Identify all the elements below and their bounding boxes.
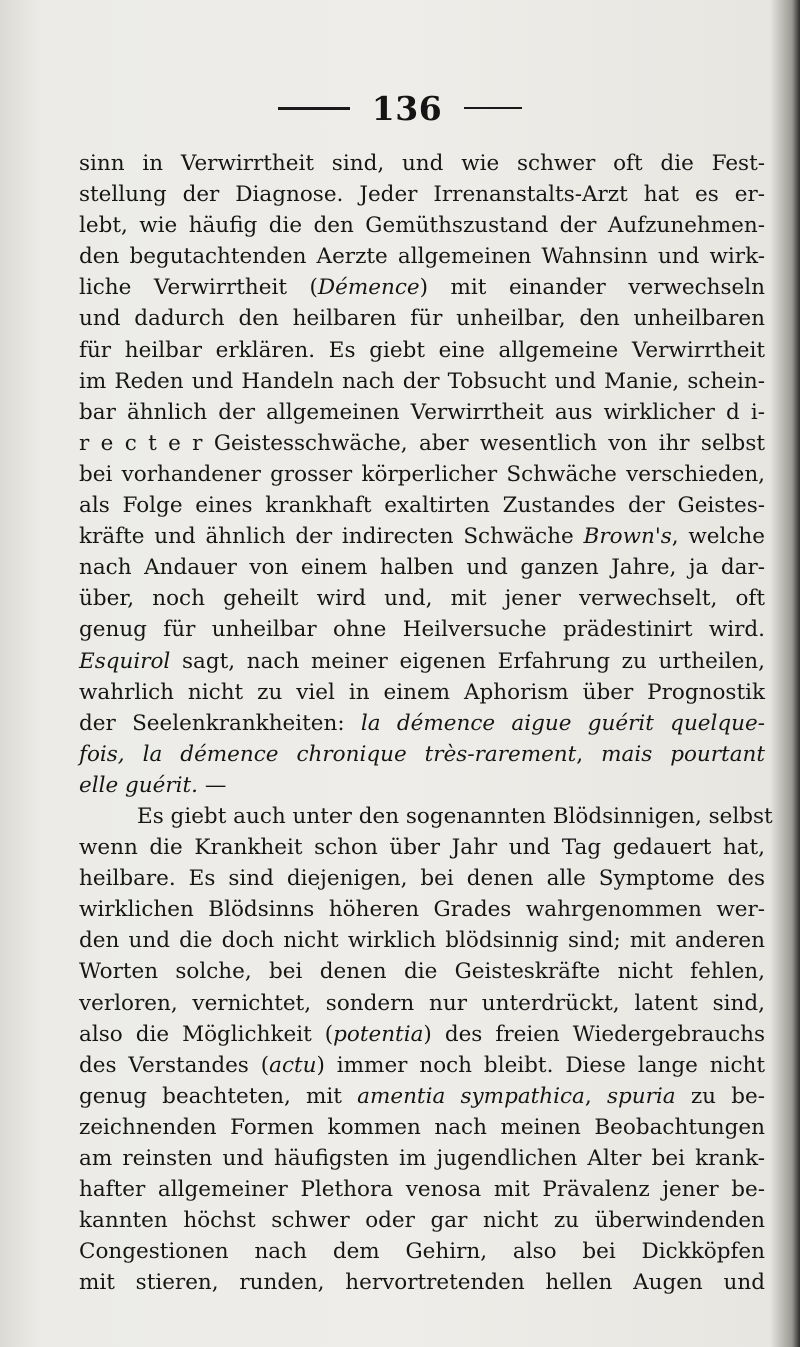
italic-text: elle guérit. [79, 772, 198, 798]
text-line [79, 677, 765, 708]
text-segment: , [576, 741, 602, 767]
italic-text: amentia sympathica [357, 1083, 585, 1109]
text-segment: bar ähnlich der allgemeinen Verwirrtheit aus wirklicher d i- [79, 399, 765, 425]
text-segment: und dadurch den heilbaren für unheilbar, den unheilbaren [79, 306, 765, 332]
page-header [0, 86, 800, 130]
text-line [79, 179, 765, 210]
text-segment: ) immer noch bleibt. Diese lange nicht [316, 1052, 765, 1078]
text-segment: Congestionen nach dem Gehirn, also bei Dickköpfen [79, 1239, 765, 1265]
text-segment: genug für unheilbar ohne Heilversuche prädestinirt wird. [79, 617, 765, 643]
text-segment: nach Andauer von einem halben und ganzen Jahre, ja dar- [79, 555, 765, 581]
text-line [79, 646, 765, 677]
italic-text: Esquirol [79, 648, 171, 674]
text-line [79, 1205, 765, 1236]
text-line [79, 801, 773, 832]
text-line [79, 490, 765, 521]
italic-text: Brown's [583, 524, 672, 550]
text-line [79, 863, 765, 894]
text-segment: genug beachteten, mit [79, 1083, 358, 1109]
text-segment: sinn in Verwirrtheit sind, und wie schwer oft die Fest- [79, 151, 765, 176]
text-segment: kräfte und ähnlich der indirecten Schwäche [79, 524, 584, 550]
text-segment: den und die doch nicht wirklich blödsinnig sind; mit anderen [79, 928, 765, 954]
text-segment: am reinsten und häufigsten im jugendlichen Alter bei krank- [79, 1146, 765, 1171]
text-segment: ) mit einander verwechseln [419, 275, 765, 301]
text-segment: verloren, vernichtet, sondern nur unterdrückt, latent sind, [79, 990, 765, 1016]
page-number: 136 [371, 88, 443, 128]
text-segment: wirklichen Blödsinns höheren Grades wahrgenommen wer- [79, 897, 765, 923]
text-segment: den begutachtenden Aerzte allgemeinen Wahnsinn und wirk- [79, 244, 765, 270]
text-line [79, 1050, 765, 1081]
text-line [79, 366, 765, 397]
text-segment: Es giebt auch unter den sogenannten Blödsinnigen, selbst [137, 803, 773, 829]
italic-text: fois, la démence chronique très-rarement [79, 741, 577, 767]
text-line [79, 1112, 765, 1143]
italic-text: Démence [317, 275, 420, 301]
text-line [79, 552, 765, 583]
text-line [79, 1143, 765, 1174]
text-line [79, 894, 765, 925]
text-segment: ) des freien Wiedergebrauchs [423, 1021, 765, 1047]
text-segment: sagt, nach meiner eigenen Erfahrung zu urtheilen, [170, 648, 765, 674]
text-line [79, 428, 765, 459]
text-line [79, 1267, 765, 1298]
text-line [79, 1019, 765, 1050]
header-rule-right [464, 107, 522, 109]
text-segment: mit stieren, runden, hervortretenden hellen Augen und [79, 1270, 765, 1296]
text-line [79, 335, 765, 366]
text-segment: hafter allgemeiner Plethora venosa mit Prävalenz jener be- [79, 1177, 765, 1203]
italic-text: actu [269, 1052, 317, 1078]
text-line [79, 739, 765, 770]
text-line [79, 397, 765, 428]
text-segment: für heilbar erklären. Es giebt eine allgemeine Verwirrtheit [79, 337, 765, 363]
text-line [79, 272, 765, 303]
text-segment: , welche [671, 524, 765, 550]
text-segment: im Reden und Handeln nach der Tobsucht und Manie, schein- [79, 368, 765, 394]
text-line [79, 210, 765, 241]
text-segment: wenn die Krankheit schon über Jahr und Tag gedauert hat, [79, 835, 765, 861]
text-segment: liche Verwirrtheit ( [79, 275, 318, 301]
italic-text: potentia [333, 1021, 424, 1047]
text-segment: über, noch geheilt wird und, mit jener verwechselt, oft [79, 586, 765, 612]
text-line [79, 925, 765, 956]
text-line [79, 459, 765, 490]
text-line [79, 583, 765, 614]
text-line [79, 148, 765, 179]
text-line [79, 303, 765, 334]
text-segment: lebt, wie häufig die den Gemüthszustand der Aufzunehmen- [79, 213, 765, 239]
body-text [79, 148, 773, 1298]
text-line [79, 956, 765, 987]
text-line [79, 614, 765, 645]
text-line [79, 1236, 765, 1267]
italic-text: mais pourtant [601, 741, 766, 767]
text-line [79, 988, 765, 1019]
text-segment: bei vorhandener grosser körperlicher Schwäche verschieden, [79, 461, 765, 487]
text-line [79, 521, 765, 552]
header-rule-left [278, 107, 350, 110]
text-segment: Worten solche, bei denen die Geisteskräfte nicht fehlen, [79, 959, 765, 985]
text-line [79, 1081, 765, 1112]
text-segment: des Verstandes ( [79, 1052, 270, 1078]
text-segment: wahrlich nicht zu viel in einem Aphorism über Prognostik [79, 679, 765, 705]
text-segment: — [198, 772, 227, 798]
text-segment: als Folge eines krankhaft exaltirten Zustandes der Geistes- [79, 493, 765, 519]
text-line [79, 241, 765, 272]
text-line [79, 708, 765, 739]
text-segment: stellung der Diagnose. Jeder Irrenanstalts-Arzt hat es er- [79, 182, 765, 208]
text-segment: also die Möglichkeit ( [79, 1021, 334, 1047]
text-segment: , [584, 1083, 607, 1109]
text-segment: kannten höchst schwer oder gar nicht zu überwindenden [79, 1208, 765, 1234]
italic-text: spuria [606, 1083, 676, 1109]
text-segment: heilbare. Es sind diejenigen, bei denen alle Symptome des [79, 866, 765, 892]
text-segment: r e c t e r Geistesschwäche, aber wesentlich von ihr selbst [79, 430, 765, 456]
text-segment: zu be- [675, 1083, 765, 1109]
text-segment: der Seelenkrankheiten: [79, 710, 361, 736]
text-segment: zeichnenden Formen kommen nach meinen Beobachtungen [79, 1114, 765, 1140]
text-line [79, 832, 765, 863]
italic-text: la démence aigue guérit quelque- [360, 710, 765, 736]
text-line [79, 1174, 765, 1205]
text-line [79, 770, 765, 801]
